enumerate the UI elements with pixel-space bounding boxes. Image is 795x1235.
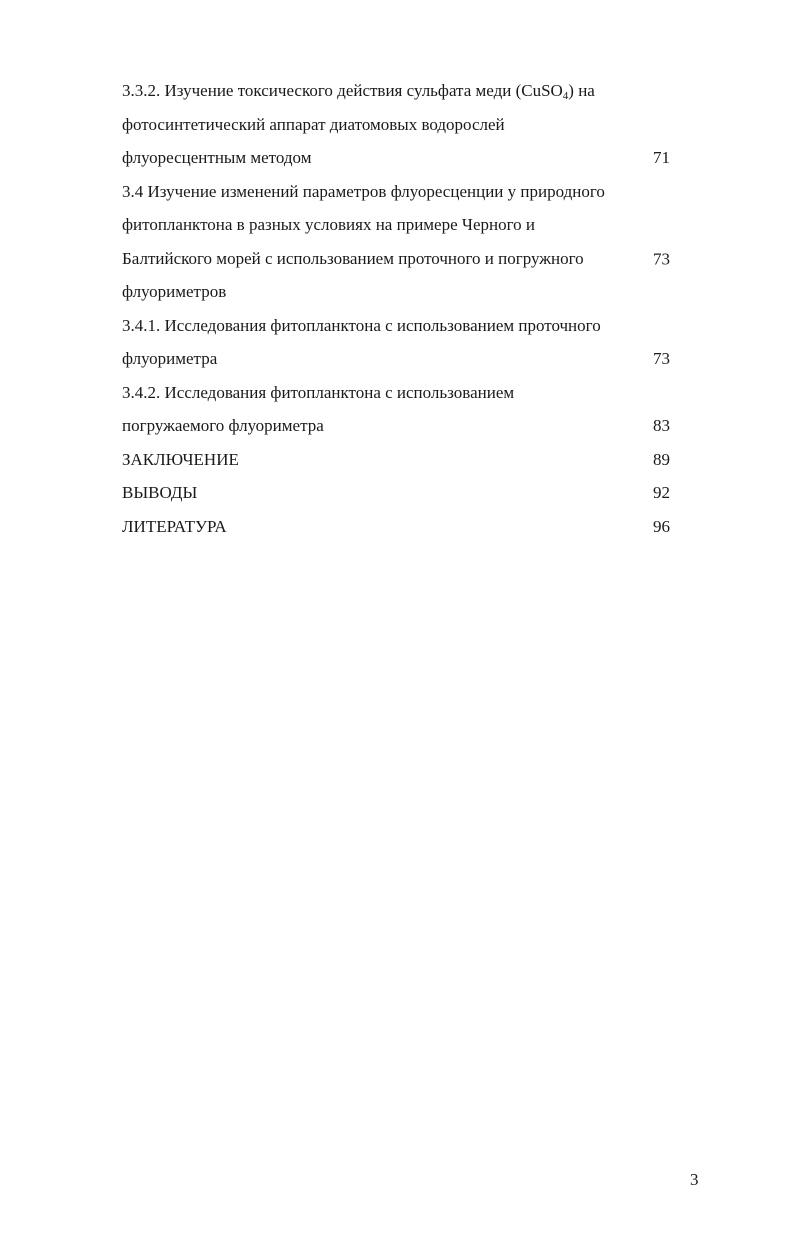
toc-entry-title: [122, 376, 674, 443]
toc-entry-line: 3.4.1. Исследования фитопланктона с использованием проточного: [122, 315, 601, 335]
toc-entry-title: [122, 510, 674, 544]
toc-entry-line: ЗАКЛЮЧЕНИЕ: [122, 449, 239, 469]
toc-entry-title: [122, 74, 674, 175]
toc-entry-findings: [122, 476, 674, 510]
table-of-contents: [122, 74, 674, 543]
toc-entry-line: фитопланктона в разных условиях на примере Черного и: [122, 215, 535, 234]
toc-entry-line: флуориметра: [122, 349, 218, 368]
toc-entry-conclusion: [122, 443, 674, 477]
toc-page-number: 96: [653, 516, 670, 536]
toc-page-number: 73: [653, 349, 670, 368]
toc-entry-line: 3.4.2. Исследования фитопланктона с использованием: [122, 382, 515, 402]
toc-page-number: 71: [653, 148, 670, 167]
toc-page-number: 89: [653, 449, 670, 469]
toc-entry-line: флуоресцентным методом: [122, 148, 312, 167]
formula-subscript: 4: [562, 90, 569, 102]
toc-entry-line: Балтийского морей с использованием проточного и погружного: [122, 248, 584, 268]
toc-entry-line: фотосинтетический аппарат диатомовых водорослей: [122, 114, 505, 134]
toc-entry-title: [122, 309, 674, 376]
toc-entry-3-4: [122, 175, 674, 309]
toc-entry-3-4-2: [122, 376, 674, 443]
toc-entry-title: [122, 476, 674, 510]
toc-entry-line: 3.4 Изучение изменений параметров флуоресценции у природного: [122, 181, 605, 201]
toc-entry-title: [122, 175, 674, 309]
toc-entry-title: [122, 443, 674, 477]
toc-entry-3-4-1: [122, 309, 674, 376]
toc-entry-line: погружаемого флуориметра: [122, 416, 324, 435]
toc-entry-line: 3.3.2. Изучение токсического действия сульфата меди (CuSO$_4$) на: [122, 81, 595, 102]
toc-entry-3-3-2: [122, 74, 674, 175]
toc-entry-references: [122, 510, 674, 544]
toc-page-number: 83: [653, 416, 670, 435]
toc-page-number: 92: [653, 483, 670, 502]
toc-page-number: 73: [653, 249, 670, 269]
toc-entry-line: флуориметров: [122, 282, 227, 301]
toc-entry-line: ЛИТЕРАТУРА: [122, 516, 227, 536]
toc-entry-line: ВЫВОДЫ: [122, 483, 198, 502]
page-number: 3: [690, 1170, 699, 1189]
